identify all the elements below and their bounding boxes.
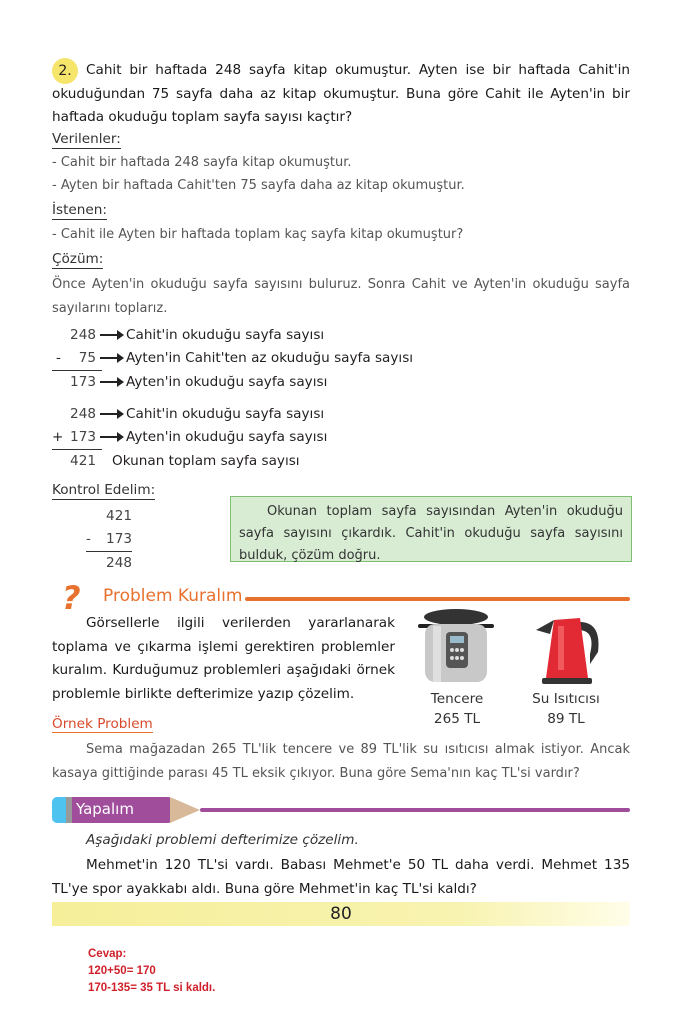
calc-label: Cahit'in okuduğu sayfa sayısı (126, 406, 325, 422)
check-note-box: Okunan toplam sayfa sayısından Ayten'in okuduğu sayfa sayısını çıkardık. Cahit'in okuduğu sayfa sayısını bulduk, çözüm doğru. (230, 496, 632, 562)
calc-row (52, 371, 413, 394)
product-price: 89 TL (547, 711, 585, 727)
question-number: 2. (58, 63, 72, 79)
asked-heading (52, 199, 107, 218)
solution-heading-text: Çözüm: (52, 251, 104, 267)
arrow-right-icon (100, 357, 122, 359)
given-heading (52, 128, 121, 147)
calc-row (52, 450, 327, 473)
calc-operator: - (86, 531, 91, 547)
question-mark-icon (60, 582, 96, 612)
check-operation (86, 505, 132, 575)
calc-row (52, 324, 413, 347)
calc-value: 421 (70, 453, 96, 469)
asked-item: - Cahit ile Ayten bir haftada toplam kaç sayfa kitap okumuştur? (52, 227, 464, 242)
calc-value: 173 (70, 374, 96, 390)
section-divider (245, 597, 630, 601)
given-heading-text: Verilenler: (52, 131, 121, 147)
calc-value: 248 (106, 555, 132, 571)
arrow-right-icon (100, 436, 122, 438)
given-item: - Ayten bir haftada Cahit'ten 75 sayfa daha az kitap okumuştur. (52, 178, 465, 193)
problem-section-text: Görsellerle ilgili verilerden yararlanarak toplama ve çıkarma işlemi gerektiren problemler kuralım. Kurduğumuz problemleri aşağıdaki örnek problemle birlikte defterimize yazıp çözelim. (52, 615, 395, 702)
example-heading (52, 713, 153, 732)
practice-instruction: Aşağıdaki problemi defterimize çözelim. (86, 832, 359, 848)
calc-label: Cahit'in okuduğu sayfa sayısı (126, 327, 325, 343)
question-text: Cahit bir haftada 248 sayfa kitap okumuştur. Ayten ise bir haftada Cahit'in okuduğundan 75 sayfa daha az kitap okumuştur. Buna göre Cahit ile Ayten'in bir haftada okuduğu toplam sayfa sayısı kaçtır? (52, 62, 630, 125)
calc-label: Ayten'in okuduğu sayfa sayısı (126, 429, 328, 445)
check-heading-text: Kontrol Edelim: (52, 482, 156, 498)
product-name: Su Isıtıcısı (532, 691, 600, 707)
arrow-right-icon (100, 413, 122, 415)
subtraction-operation (52, 324, 413, 394)
page-number-bar (52, 902, 630, 926)
calc-value: 173 (70, 429, 96, 445)
pencil-eraser-icon (52, 797, 66, 823)
section-divider (200, 808, 630, 812)
page-number: 80 (330, 904, 352, 924)
kettle-image (532, 612, 604, 688)
arrow-right-icon (100, 381, 122, 383)
product-tencere (413, 689, 501, 729)
calc-operator: + (52, 429, 64, 445)
answer-line: 170-135= 35 TL si kaldı. (88, 982, 216, 994)
check-heading (52, 479, 155, 498)
calc-value: 75 (78, 350, 96, 366)
product-price: 265 TL (433, 711, 481, 727)
practice-banner (52, 795, 630, 825)
product-name: Tencere (430, 691, 484, 707)
problem-section-banner (60, 582, 630, 612)
calc-label: Ayten'in okuduğu sayfa sayısı (126, 374, 328, 390)
pencil-tip-icon (170, 797, 200, 823)
calc-value: 421 (106, 508, 132, 524)
calc-label: Ayten'in Cahit'ten az okuduğu sayfa sayısı (126, 350, 414, 366)
asked-heading-text: İstenen: (52, 202, 107, 218)
answer-line: 120+50= 170 (88, 965, 156, 977)
solution-text: Önce Ayten'in okuduğu sayfa sayısını buluruz. Sonra Cahit ve Ayten'in okuduğu sayfa sayılarını toplarız. (52, 277, 630, 316)
calc-operator: - (56, 350, 61, 366)
pressure-cooker-image (413, 608, 499, 686)
problem-section-title: Problem Kuralım (103, 586, 243, 606)
calc-value: 173 (106, 531, 132, 547)
calc-row (52, 347, 413, 370)
calc-row (52, 403, 327, 426)
solution-heading (52, 248, 103, 267)
product-su-isiticisi (520, 689, 612, 729)
calc-row (52, 426, 327, 449)
calc-value: 248 (70, 406, 96, 422)
calc-value: 248 (70, 327, 96, 343)
example-heading-text: Örnek Problem (52, 716, 153, 732)
answer-block (88, 946, 215, 997)
addition-operation (52, 403, 327, 473)
example-text: Sema mağazadan 265 TL'lik tencere ve 89 TL'lik su ısıtıcısı almak istiyor. Ancak kasaya gittiğinde parası 45 TL eksik çıkıyor. Buna göre Sema'nın kaç TL'si vardır? (52, 742, 630, 781)
arrow-right-icon (100, 334, 122, 336)
practice-title: Yapalım (76, 800, 134, 818)
svg-text:?: ? (62, 582, 81, 612)
calc-label: Okunan toplam sayfa sayısı (112, 453, 300, 469)
practice-text: Mehmet'in 120 TL'si vardı. Babası Mehmet'e 50 TL daha verdi. Mehmet 135 TL'ye spor ayakkabı aldı. Buna göre Mehmet'in kaç TL'si kaldı? (52, 857, 630, 897)
given-item: - Cahit bir haftada 248 sayfa kitap okumuştur. (52, 155, 352, 170)
answer-label: Cevap: (88, 948, 127, 960)
